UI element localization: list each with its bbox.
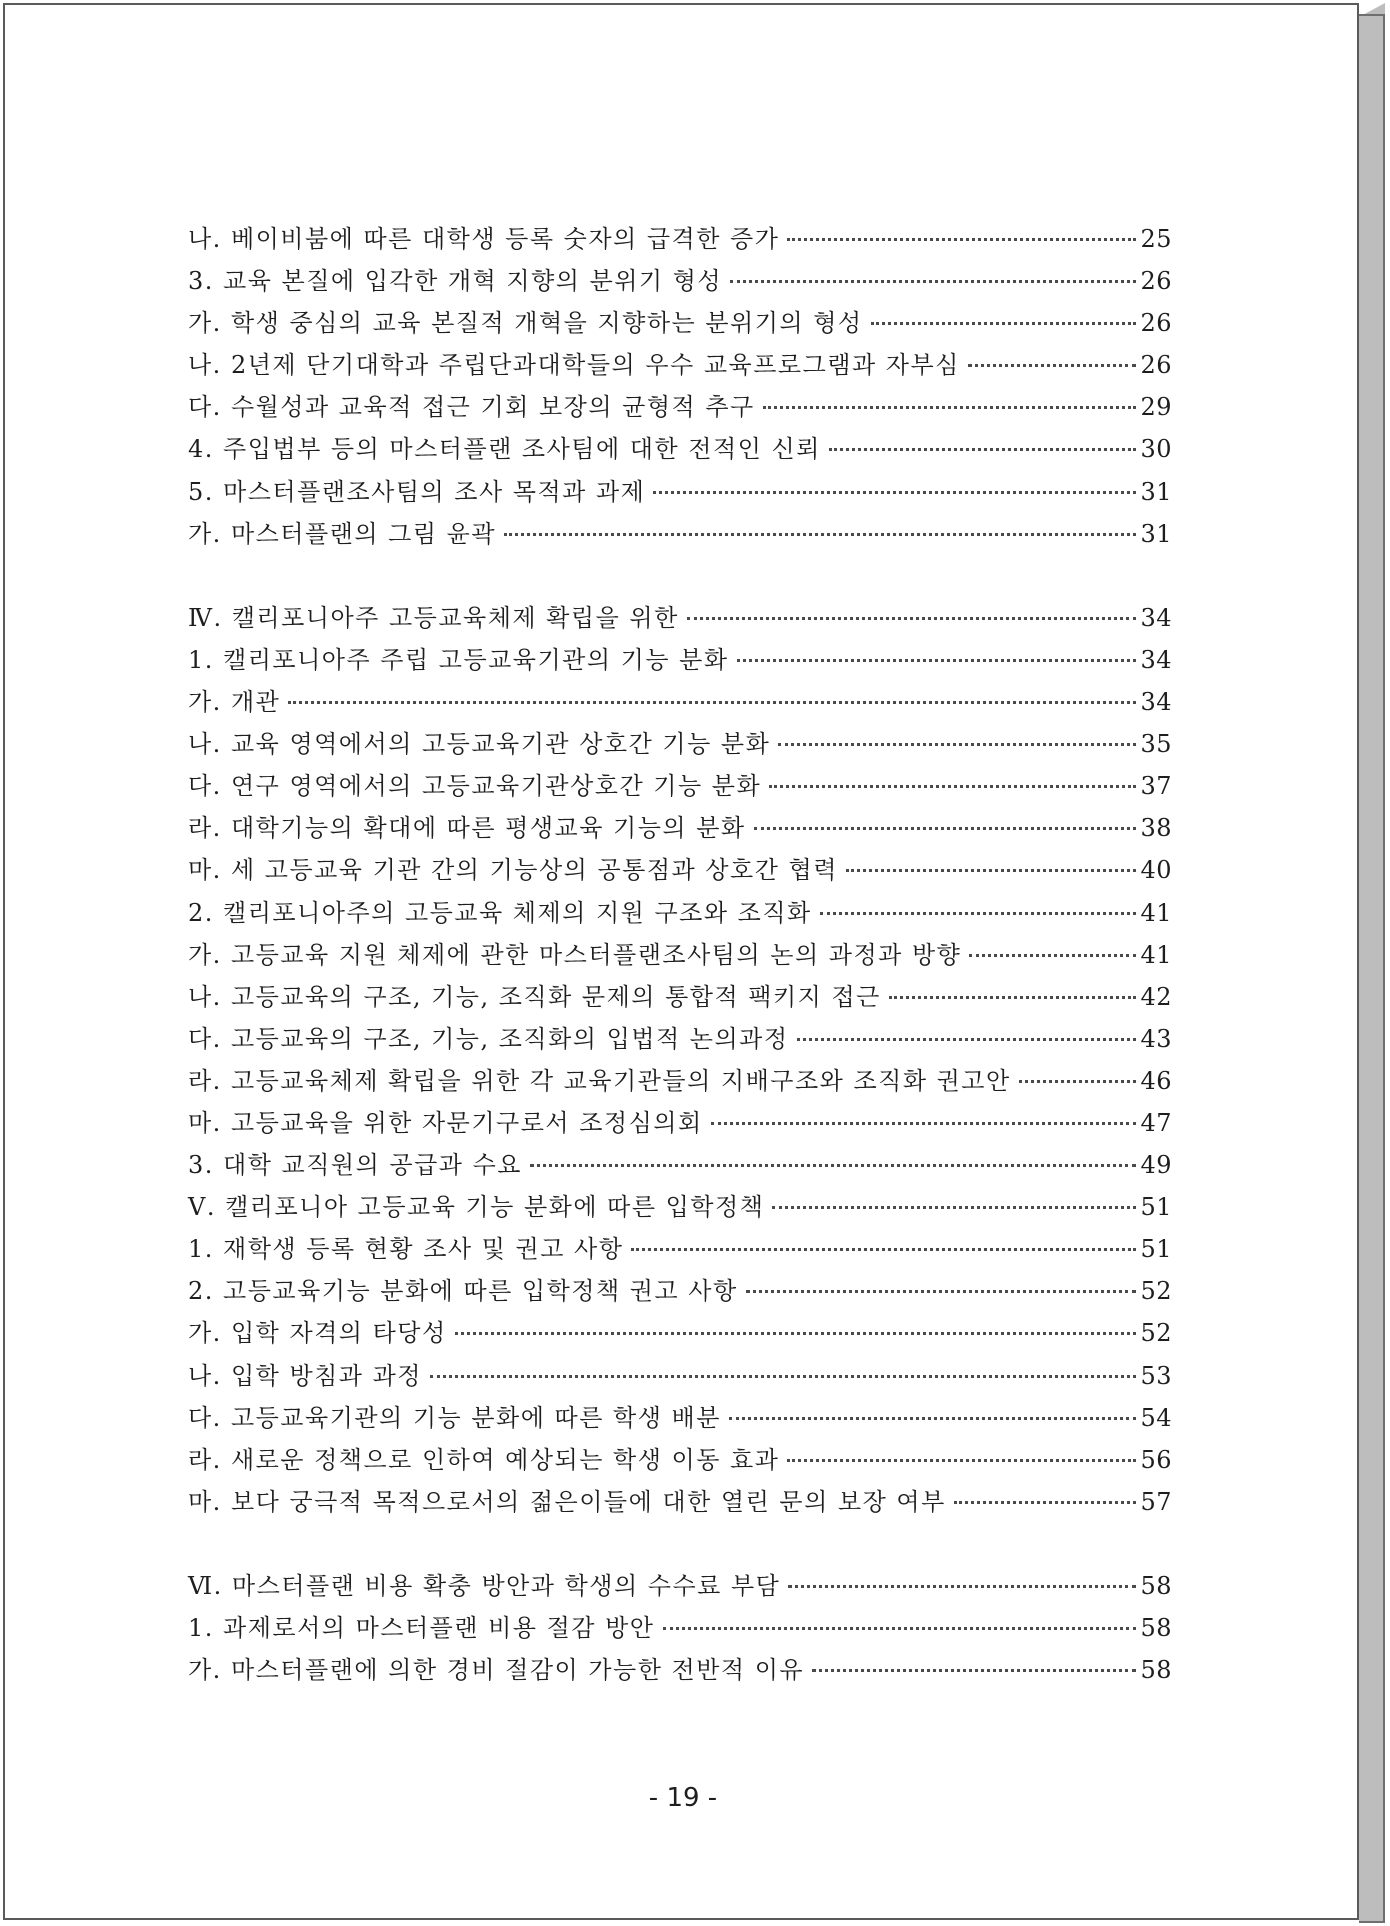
dot-leader <box>430 1375 1136 1378</box>
toc-entry-title: 마. 고등교육을 위한 자문기구로서 조정심의회 <box>188 1108 703 1137</box>
dot-leader <box>663 1627 1137 1630</box>
toc-entry-title: 1. 재학생 등록 현황 조사 및 권고 사항 <box>188 1235 624 1264</box>
toc-entry-page: 37 <box>1140 772 1172 801</box>
toc-entry-title: Ⅵ. 마스터플랜 비용 확충 방안과 학생의 수수료 부담 <box>188 1572 781 1600</box>
page-shadow <box>1359 14 1385 1923</box>
toc-entry-title: 다. 연구 영역에서의 고등교육기관상호간 기능 분화 <box>188 772 762 801</box>
toc-entry <box>188 1018 1172 1060</box>
toc-entry <box>188 1186 1172 1228</box>
dot-leader <box>812 1669 1136 1672</box>
toc-entry-title: 마. 보다 궁극적 목적으로서의 젊은이들에 대한 열린 문의 보장 여부 <box>188 1487 946 1516</box>
toc-entry <box>188 1649 1172 1691</box>
toc-entry-page: 56 <box>1140 1445 1172 1474</box>
toc-entry-title: 5. 마스터플랜조사팀의 조사 목적과 과제 <box>188 477 646 506</box>
toc-entry <box>188 892 1172 934</box>
toc-entry-title: 3. 교육 본질에 입각한 개혁 지향의 분위기 형성 <box>188 267 723 296</box>
dot-leader <box>504 533 1136 536</box>
toc-entry <box>188 1102 1172 1144</box>
dot-leader <box>871 322 1137 325</box>
toc-entry <box>188 976 1172 1018</box>
toc-entry <box>188 849 1172 891</box>
dot-leader <box>954 1501 1137 1504</box>
page-number: - 19 - <box>648 1783 718 1813</box>
toc-entry-page: 30 <box>1140 435 1172 464</box>
dot-leader <box>737 659 1137 662</box>
toc-entry-title: 마. 세 고등교육 기관 간의 기능상의 공통점과 상호간 협력 <box>188 856 838 885</box>
toc-entry-title: 가. 마스터플랜의 그림 윤곽 <box>188 519 497 548</box>
toc-entry <box>188 639 1172 681</box>
toc-entry-title: 2. 캘리포니아주의 고등교육 체제의 지원 구조와 조직화 <box>188 898 812 927</box>
toc-spacer <box>188 555 1172 597</box>
toc-entry-title: 4. 주입법부 등의 마스터플랜 조사팀에 대한 전적인 신뢰 <box>188 435 821 464</box>
toc-entry-page: 26 <box>1140 351 1172 380</box>
toc-entry <box>188 260 1172 302</box>
toc-entry-page: 54 <box>1140 1403 1172 1432</box>
toc-entry <box>188 597 1172 639</box>
dot-leader <box>829 448 1137 451</box>
toc-entry <box>188 681 1172 723</box>
toc-entry-page: 52 <box>1140 1319 1172 1348</box>
toc-group <box>188 218 1172 555</box>
toc-group <box>188 597 1172 1523</box>
toc-entry <box>188 765 1172 807</box>
dot-leader <box>653 491 1136 494</box>
dot-leader <box>772 1206 1136 1209</box>
dot-leader <box>730 280 1136 283</box>
toc-entry-title: 2. 고등교육기능 분화에 따른 입학정책 권고 사항 <box>188 1277 738 1306</box>
toc-entry <box>188 1481 1172 1523</box>
toc-entry-page: 31 <box>1140 477 1172 506</box>
dot-leader <box>820 912 1137 915</box>
dot-leader <box>769 785 1136 788</box>
toc-entry <box>188 723 1172 765</box>
dot-leader <box>729 1417 1137 1420</box>
dot-leader <box>687 617 1137 620</box>
dot-leader <box>846 869 1137 872</box>
toc-entry-title: 다. 고등교육의 구조, 기능, 조직화의 입법적 논의과정 <box>188 1024 789 1053</box>
toc-entry <box>188 344 1172 386</box>
toc-entry-title: 1. 과제로서의 마스터플랜 비용 절감 방안 <box>188 1614 655 1643</box>
toc-entry-page: 26 <box>1140 267 1172 296</box>
toc-entry-page: 47 <box>1140 1108 1172 1137</box>
toc-spacer <box>188 1523 1172 1565</box>
toc-entry-page: 41 <box>1140 898 1172 927</box>
dot-leader <box>754 827 1137 830</box>
toc-entry-page: 29 <box>1140 393 1172 422</box>
toc-entry-page: 38 <box>1140 814 1172 843</box>
toc-entry-title: 나. 입학 방침과 과정 <box>188 1361 422 1390</box>
toc-entry-page: 58 <box>1140 1614 1172 1643</box>
toc-entry-page: 35 <box>1140 730 1172 759</box>
dot-leader <box>530 1164 1137 1167</box>
toc-entry <box>188 218 1172 260</box>
toc-entry-page: 57 <box>1140 1487 1172 1516</box>
toc-entry-page: 34 <box>1140 645 1172 674</box>
dot-leader <box>763 406 1137 409</box>
toc-entry <box>188 1565 1172 1607</box>
toc-entry-page: 40 <box>1140 856 1172 885</box>
dot-leader <box>778 743 1136 746</box>
toc-entry-page: 46 <box>1140 1066 1172 1095</box>
toc-entry-page: 25 <box>1140 225 1172 253</box>
dot-leader <box>746 1290 1137 1293</box>
toc-entry <box>188 1607 1172 1649</box>
toc-entry <box>188 1397 1172 1439</box>
toc-group <box>188 1565 1172 1691</box>
dot-leader <box>1019 1080 1137 1083</box>
toc-entry-page: 34 <box>1140 688 1172 717</box>
toc-entry-title: 라. 고등교육체제 확립을 위한 각 교육기관들의 지배구조와 조직화 권고안 <box>188 1066 1011 1095</box>
toc-entry-title: 나. 교육 영역에서의 고등교육기관 상호간 기능 분화 <box>188 730 771 759</box>
toc-entry-page: 49 <box>1140 1151 1172 1180</box>
toc-entry <box>188 1270 1172 1312</box>
toc-entry <box>188 428 1172 470</box>
table-of-contents <box>188 218 1172 1691</box>
toc-entry <box>188 1312 1172 1354</box>
toc-entry <box>188 386 1172 428</box>
toc-entry <box>188 1144 1172 1186</box>
toc-entry-title: 가. 마스터플랜에 의한 경비 절감이 가능한 전반적 이유 <box>188 1656 805 1685</box>
toc-entry-title: 라. 대학기능의 확대에 따른 평생교육 기능의 분화 <box>188 814 746 843</box>
toc-entry <box>188 471 1172 513</box>
dot-leader <box>711 1122 1137 1125</box>
toc-entry <box>188 513 1172 555</box>
toc-entry-page: 26 <box>1140 309 1172 338</box>
toc-entry-title: 라. 새로운 정책으로 인하여 예상되는 학생 이동 효과 <box>188 1445 780 1474</box>
toc-entry-page: 31 <box>1140 519 1172 548</box>
toc-entry-title: 1. 캘리포니아주 주립 고등교육기관의 기능 분화 <box>188 645 729 674</box>
toc-entry <box>188 934 1172 976</box>
toc-entry-page: 58 <box>1140 1572 1172 1600</box>
toc-entry <box>188 1060 1172 1102</box>
toc-entry <box>188 807 1172 849</box>
toc-entry-title: Ⅳ. 캘리포니아주 고등교육체제 확립을 위한 <box>188 603 679 632</box>
toc-entry-page: 42 <box>1140 982 1172 1011</box>
toc-entry-title: 3. 대학 교직원의 공급과 수요 <box>188 1151 522 1180</box>
toc-entry-title: 다. 수월성과 교육적 접근 기회 보장의 균형적 추구 <box>188 393 755 422</box>
toc-entry-title: 다. 고등교육기관의 기능 분화에 따른 학생 배분 <box>188 1403 721 1432</box>
toc-entry <box>188 302 1172 344</box>
toc-entry-page: 41 <box>1140 940 1172 969</box>
toc-entry-page: 53 <box>1140 1361 1172 1390</box>
dot-leader <box>889 996 1137 999</box>
toc-entry-page: 51 <box>1140 1193 1172 1222</box>
dot-leader <box>787 238 1136 241</box>
toc-entry <box>188 1439 1172 1481</box>
toc-entry-title: 가. 입학 자격의 타당성 <box>188 1319 447 1348</box>
dot-leader <box>788 1585 1136 1588</box>
toc-entry-title: 가. 개관 <box>188 688 281 717</box>
dot-leader <box>797 1038 1137 1041</box>
toc-entry-page: 43 <box>1140 1024 1172 1053</box>
toc-entry-title: 가. 고등교육 지원 체제에 관한 마스터플랜조사팀의 논의 과정과 방향 <box>188 940 962 969</box>
toc-entry-page: 52 <box>1140 1277 1172 1306</box>
toc-entry-title: 나. 고등교육의 구조, 기능, 조직화 문제의 통합적 팩키지 접근 <box>188 982 881 1011</box>
dot-leader <box>631 1248 1136 1251</box>
toc-entry <box>188 1228 1172 1270</box>
toc-entry-title: Ⅴ. 캘리포니아 고등교육 기능 분화에 따른 입학정책 <box>188 1193 765 1222</box>
dot-leader <box>968 364 1137 367</box>
toc-entry-title: 나. 베이비붐에 따른 대학생 등록 숫자의 급격한 증가 <box>188 225 780 253</box>
toc-entry-page: 34 <box>1140 603 1172 632</box>
toc-entry <box>188 1355 1172 1397</box>
dot-leader <box>969 954 1136 957</box>
dot-leader <box>288 701 1136 704</box>
dot-leader <box>787 1459 1136 1462</box>
toc-entry-title: 나. 2년제 단기대학과 주립단과대학들의 우수 교육프로그램과 자부심 <box>188 351 960 380</box>
dot-leader <box>455 1332 1137 1335</box>
toc-entry-title: 가. 학생 중심의 교육 본질적 개혁을 지향하는 분위기의 형성 <box>188 309 863 338</box>
toc-entry-page: 51 <box>1140 1235 1172 1264</box>
toc-entry-page: 58 <box>1140 1656 1172 1685</box>
